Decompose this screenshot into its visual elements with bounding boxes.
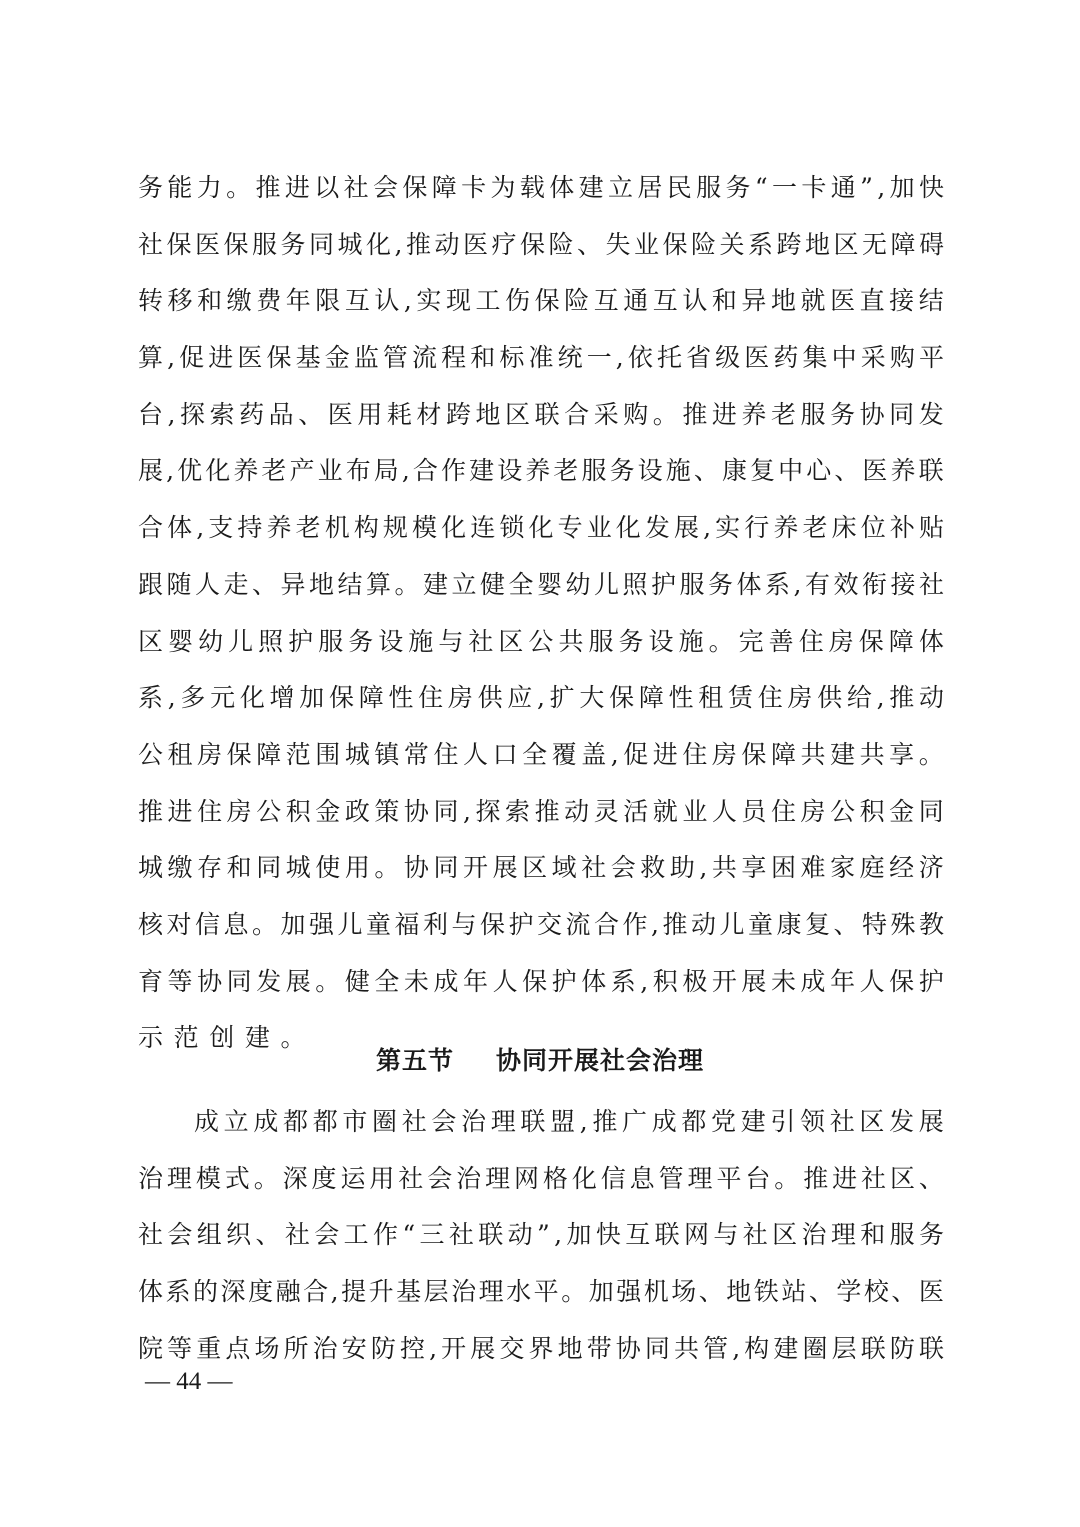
text-line: 成 立 成 都 都 市 圈 社 会 治 理 联 盟 , 推 广 成 都 党 建 引 领 社 区 发 展 [194,1107,944,1136]
text-line: 体 系 的 深 度 融 合 , 提 升 基 层 治 理 水 平 。 加 强 机 场 、 地 铁 站 、 学 校 、 医 [138,1277,944,1307]
text-line: 展 , 优 化 养 老 产 业 布 局 , 合 作 建 设 养 老 服 务 设 施 、 康 复 中 心 、 医 养 联 [138,456,944,486]
text-line: 务 能 力 。 推 进 以 社 会 保 障 卡 为 载 体 建 立 居 民 服 务 “ 一 卡 通 ” , 加 快 [138,173,944,202]
paragraph-1 [138,160,944,1067]
text-line: 社 会 组 织 、 社 会 工 作 “ 三 社 联 动 ” , 加 快 互 联 网 与 社 区 治 理 和 服 务 [138,1220,944,1250]
text-line: 系 , 多 元 化 增 加 保 障 性 住 房 供 应 , 扩 大 保 障 性 租 赁 住 房 供 给 , 推 动 [138,683,944,713]
text-line: 核 对 信 息 。 加 强 儿 童 福 利 与 保 护 交 流 合 作 , 推 动 儿 童 康 复 、 特 殊 教 [138,909,944,939]
page-number: — 44 — [145,1368,233,1395]
section-title: 协同开展社会治理 [496,1046,705,1075]
section-number: 第五节 [375,1046,454,1075]
text-line: 治 理 模 式 。 深 度 运 用 社 会 治 理 网 格 化 信 息 管 理 平 台 。 推 进 社 区 、 [138,1163,944,1193]
text-line: 社 保 医 保 服 务 同 城 化 , 推 动 医 疗 保 险 、 失 业 保 险 关 系 跨 地 区 无 障 碍 [138,229,944,259]
section-heading [0,1033,1080,1089]
text-line: 算 , 促 进 医 保 基 金 监 管 流 程 和 标 准 统 一 , 依 托 省 级 医 药 集 中 采 购 平 [138,343,944,373]
text-line: 转 移 和 缴 费 年 限 互 认 , 实 现 工 伤 保 险 互 通 互 认 和 异 地 就 医 直 接 结 [138,286,944,316]
text-line: 区 婴 幼 儿 照 护 服 务 设 施 与 社 区 公 共 服 务 设 施 。 完 善 住 房 保 障 体 [138,626,944,656]
text-line: 跟 随 人 走 、 异 地 结 算 。 建 立 健 全 婴 幼 儿 照 护 服 务 体 系 , 有 效 衔 接 社 [138,569,944,599]
text-line: 合 体 , 支 持 养 老 机 构 规 模 化 连 锁 化 专 业 化 发 展 , 实 行 养 老 床 位 补 贴 [138,513,944,543]
text-line: 示 范 创 建 。 [138,1023,306,1053]
text-line: 台 , 探 索 药 品 、 医 用 耗 材 跨 地 区 联 合 采 购 。 推 进 养 老 服 务 协 同 发 [138,399,944,429]
text-line: 育 等 协 同 发 展 。 健 全 未 成 年 人 保 护 体 系 , 积 极 开 展 未 成 年 人 保 护 [138,966,944,996]
text-line: 推 进 住 房 公 积 金 政 策 协 同 , 探 索 推 动 灵 活 就 业 人 员 住 房 公 积 金 同 [138,796,944,826]
paragraph-2 [138,1094,944,1377]
text-line: 城 缴 存 和 同 城 使 用 。 协 同 开 展 区 域 社 会 救 助 , 共 享 困 难 家 庭 经 济 [138,853,944,883]
text-line: 院 等 重 点 场 所 治 安 防 控 , 开 展 交 界 地 带 协 同 共 管 , 构 建 圈 层 联 防 联 [138,1333,944,1363]
text-line: 公 租 房 保 障 范 围 城 镇 常 住 人 口 全 覆 盖 , 促 进 住 房 保 障 共 建 共 享 。 [138,739,944,769]
